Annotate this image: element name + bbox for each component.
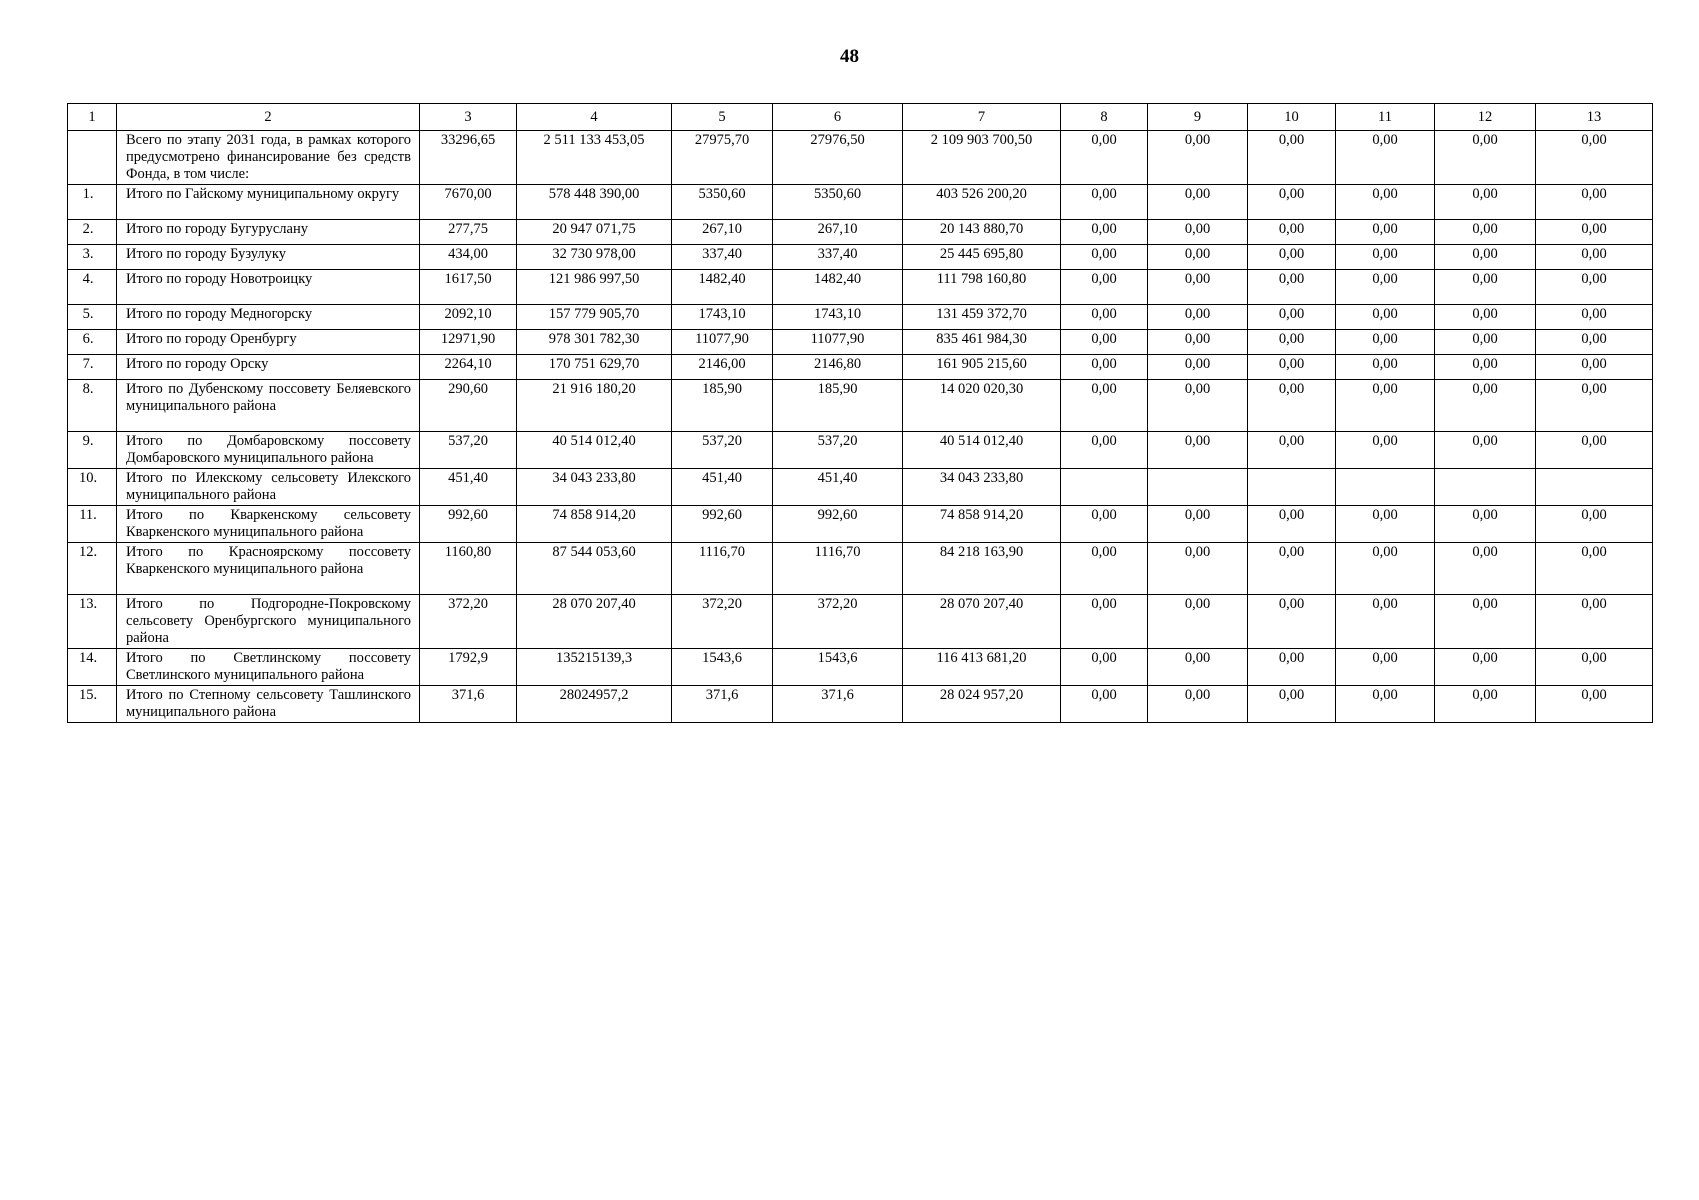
- column-number-13: 13: [1536, 104, 1653, 131]
- value-col-5: 1743,10: [672, 305, 773, 330]
- value-col-7: 14 020 020,30: [903, 380, 1061, 432]
- value-col-4: 121 986 997,50: [517, 270, 672, 305]
- value-col-7: 2 109 903 700,50: [903, 131, 1061, 185]
- value-col-5: 992,60: [672, 506, 773, 543]
- value-col-7: 403 526 200,20: [903, 185, 1061, 220]
- value-col-13: 0,00: [1536, 330, 1653, 355]
- value-col-11: 0,00: [1336, 220, 1435, 245]
- value-col-9: 0,00: [1148, 432, 1248, 469]
- value-col-4: 2 511 133 453,05: [517, 131, 672, 185]
- value-col-13: 0,00: [1536, 649, 1653, 686]
- value-col-4: 578 448 390,00: [517, 185, 672, 220]
- row-index: 3.: [68, 245, 117, 270]
- row-name: Итого по Илекскому сельсовету Илекского муниципального района: [117, 469, 420, 506]
- column-number-11: 11: [1336, 104, 1435, 131]
- row-name: Итого по Домбаровскому поссовету Домбаровского муниципального района: [117, 432, 420, 469]
- value-col-6: 1116,70: [773, 543, 903, 595]
- value-col-5: 337,40: [672, 245, 773, 270]
- value-col-13: 0,00: [1536, 185, 1653, 220]
- value-col-5: 371,6: [672, 686, 773, 723]
- value-col-11: 0,00: [1336, 506, 1435, 543]
- value-col-10: 0,00: [1248, 543, 1336, 595]
- value-col-10: 0,00: [1248, 380, 1336, 432]
- value-col-13: 0,00: [1536, 506, 1653, 543]
- value-col-12: 0,00: [1435, 432, 1536, 469]
- table-row: [68, 506, 1653, 543]
- value-col-12: 0,00: [1435, 270, 1536, 305]
- row-name: Итого по Красноярскому поссовету Кваркенского муниципального района: [117, 543, 420, 595]
- value-col-10: 0,00: [1248, 185, 1336, 220]
- value-col-7: 131 459 372,70: [903, 305, 1061, 330]
- column-number-8: 8: [1061, 104, 1148, 131]
- row-name: Итого по городу Медногорску: [117, 305, 420, 330]
- value-col-12: 0,00: [1435, 355, 1536, 380]
- value-col-8: 0,00: [1061, 270, 1148, 305]
- value-col-11: 0,00: [1336, 305, 1435, 330]
- value-col-3: 7670,00: [420, 185, 517, 220]
- value-col-8: 0,00: [1061, 543, 1148, 595]
- value-col-7: 28 070 207,40: [903, 595, 1061, 649]
- value-col-10: 0,00: [1248, 432, 1336, 469]
- value-col-9: 0,00: [1148, 305, 1248, 330]
- value-col-6: 537,20: [773, 432, 903, 469]
- value-col-10: 0,00: [1248, 649, 1336, 686]
- value-col-12: 0,00: [1435, 330, 1536, 355]
- value-col-6: 2146,80: [773, 355, 903, 380]
- value-col-3: 371,6: [420, 686, 517, 723]
- value-col-7: 116 413 681,20: [903, 649, 1061, 686]
- value-col-12: 0,00: [1435, 506, 1536, 543]
- value-col-9: 0,00: [1148, 355, 1248, 380]
- row-name: Итого по Светлинскому поссовету Светлинского муниципального района: [117, 649, 420, 686]
- value-col-6: 1543,6: [773, 649, 903, 686]
- value-col-8: 0,00: [1061, 185, 1148, 220]
- table-row: [68, 649, 1653, 686]
- value-col-11: 0,00: [1336, 649, 1435, 686]
- value-col-12: 0,00: [1435, 380, 1536, 432]
- table-row: [68, 380, 1653, 432]
- value-col-13: 0,00: [1536, 380, 1653, 432]
- column-number-2: 2: [117, 104, 420, 131]
- table-row: [68, 686, 1653, 723]
- value-col-5: 5350,60: [672, 185, 773, 220]
- value-col-5: 267,10: [672, 220, 773, 245]
- table-row: [68, 543, 1653, 595]
- table-row: [68, 330, 1653, 355]
- value-col-12: 0,00: [1435, 131, 1536, 185]
- value-col-11: 0,00: [1336, 355, 1435, 380]
- value-col-12: 0,00: [1435, 686, 1536, 723]
- value-col-4: 20 947 071,75: [517, 220, 672, 245]
- value-col-3: 2264,10: [420, 355, 517, 380]
- value-col-11: 0,00: [1336, 595, 1435, 649]
- value-col-13: 0,00: [1536, 595, 1653, 649]
- value-col-3: 451,40: [420, 469, 517, 506]
- value-col-7: 28 024 957,20: [903, 686, 1061, 723]
- value-col-7: 25 445 695,80: [903, 245, 1061, 270]
- value-col-5: 2146,00: [672, 355, 773, 380]
- column-number-7: 7: [903, 104, 1061, 131]
- value-col-7: 161 905 215,60: [903, 355, 1061, 380]
- value-col-8: 0,00: [1061, 245, 1148, 270]
- value-col-12: 0,00: [1435, 220, 1536, 245]
- value-col-7: 34 043 233,80: [903, 469, 1061, 506]
- value-col-13: 0,00: [1536, 305, 1653, 330]
- value-col-11: 0,00: [1336, 185, 1435, 220]
- value-col-10: 0,00: [1248, 245, 1336, 270]
- value-col-6: 27976,50: [773, 131, 903, 185]
- value-col-3: 12971,90: [420, 330, 517, 355]
- value-col-12: 0,00: [1435, 649, 1536, 686]
- value-col-9: 0,00: [1148, 506, 1248, 543]
- column-number-12: 12: [1435, 104, 1536, 131]
- value-col-9: 0,00: [1148, 245, 1248, 270]
- table-row: [68, 185, 1653, 220]
- row-index: 8.: [68, 380, 117, 432]
- value-col-8: 0,00: [1061, 432, 1148, 469]
- value-col-6: 451,40: [773, 469, 903, 506]
- value-col-3: 290,60: [420, 380, 517, 432]
- value-col-13: 0,00: [1536, 543, 1653, 595]
- value-col-8: 0,00: [1061, 131, 1148, 185]
- value-col-12: 0,00: [1435, 245, 1536, 270]
- value-col-10: 0,00: [1248, 330, 1336, 355]
- value-col-4: 32 730 978,00: [517, 245, 672, 270]
- value-col-5: 185,90: [672, 380, 773, 432]
- value-col-4: 74 858 914,20: [517, 506, 672, 543]
- value-col-8: 0,00: [1061, 686, 1148, 723]
- column-number-9: 9: [1148, 104, 1248, 131]
- row-index: 1.: [68, 185, 117, 220]
- value-col-7: 835 461 984,30: [903, 330, 1061, 355]
- value-col-8: 0,00: [1061, 380, 1148, 432]
- value-col-13: 0,00: [1536, 131, 1653, 185]
- value-col-3: 992,60: [420, 506, 517, 543]
- value-col-6: 5350,60: [773, 185, 903, 220]
- page-number: 48: [840, 46, 859, 67]
- value-col-13: 0,00: [1536, 220, 1653, 245]
- value-col-13: 0,00: [1536, 432, 1653, 469]
- value-col-12: [1435, 469, 1536, 506]
- value-col-8: [1061, 469, 1148, 506]
- value-col-6: 992,60: [773, 506, 903, 543]
- value-col-11: 0,00: [1336, 330, 1435, 355]
- value-col-7: 20 143 880,70: [903, 220, 1061, 245]
- value-col-8: 0,00: [1061, 355, 1148, 380]
- value-col-11: 0,00: [1336, 432, 1435, 469]
- table-row: [68, 131, 1653, 185]
- value-col-9: 0,00: [1148, 185, 1248, 220]
- row-index: 10.: [68, 469, 117, 506]
- value-col-13: 0,00: [1536, 270, 1653, 305]
- row-name: Итого по городу Бузулуку: [117, 245, 420, 270]
- table-row: [68, 595, 1653, 649]
- table-row: [68, 355, 1653, 380]
- value-col-6: 1482,40: [773, 270, 903, 305]
- value-col-9: 0,00: [1148, 330, 1248, 355]
- value-col-4: 157 779 905,70: [517, 305, 672, 330]
- value-col-7: 111 798 160,80: [903, 270, 1061, 305]
- row-index: 13.: [68, 595, 117, 649]
- row-index: 12.: [68, 543, 117, 595]
- value-col-6: 185,90: [773, 380, 903, 432]
- value-col-11: 0,00: [1336, 380, 1435, 432]
- value-col-9: [1148, 469, 1248, 506]
- value-col-10: 0,00: [1248, 595, 1336, 649]
- value-col-10: 0,00: [1248, 506, 1336, 543]
- value-col-3: 33296,65: [420, 131, 517, 185]
- column-number-1: 1: [68, 104, 117, 131]
- value-col-10: 0,00: [1248, 270, 1336, 305]
- value-col-9: 0,00: [1148, 131, 1248, 185]
- value-col-11: 0,00: [1336, 131, 1435, 185]
- value-col-7: 74 858 914,20: [903, 506, 1061, 543]
- value-col-8: 0,00: [1061, 649, 1148, 686]
- value-col-5: 372,20: [672, 595, 773, 649]
- value-col-11: [1336, 469, 1435, 506]
- data-table: [67, 103, 1653, 723]
- value-col-6: 267,10: [773, 220, 903, 245]
- value-col-3: 372,20: [420, 595, 517, 649]
- table-row: [68, 305, 1653, 330]
- value-col-8: 0,00: [1061, 506, 1148, 543]
- value-col-3: 277,75: [420, 220, 517, 245]
- value-col-8: 0,00: [1061, 220, 1148, 245]
- row-index: 14.: [68, 649, 117, 686]
- table-row: [68, 469, 1653, 506]
- row-name: Итого по Подгородне-Покровскому сельсовету Оренбургского муниципального района: [117, 595, 420, 649]
- value-col-13: 0,00: [1536, 245, 1653, 270]
- column-number-6: 6: [773, 104, 903, 131]
- value-col-10: 0,00: [1248, 686, 1336, 723]
- value-col-7: 40 514 012,40: [903, 432, 1061, 469]
- value-col-4: 978 301 782,30: [517, 330, 672, 355]
- column-number-row: [68, 104, 1653, 131]
- value-col-13: 0,00: [1536, 686, 1653, 723]
- value-col-3: 1792,9: [420, 649, 517, 686]
- value-col-12: 0,00: [1435, 595, 1536, 649]
- value-col-9: 0,00: [1148, 270, 1248, 305]
- value-col-6: 371,6: [773, 686, 903, 723]
- value-col-9: 0,00: [1148, 220, 1248, 245]
- value-col-13: 0,00: [1536, 355, 1653, 380]
- value-col-4: 40 514 012,40: [517, 432, 672, 469]
- table-row: [68, 220, 1653, 245]
- value-col-12: 0,00: [1435, 185, 1536, 220]
- value-col-8: 0,00: [1061, 595, 1148, 649]
- value-col-4: 135215139,3: [517, 649, 672, 686]
- value-col-11: 0,00: [1336, 245, 1435, 270]
- value-col-3: 1160,80: [420, 543, 517, 595]
- value-col-5: 1116,70: [672, 543, 773, 595]
- value-col-6: 11077,90: [773, 330, 903, 355]
- value-col-10: 0,00: [1248, 131, 1336, 185]
- row-name: Итого по городу Новотроицку: [117, 270, 420, 305]
- value-col-10: [1248, 469, 1336, 506]
- value-col-5: 1543,6: [672, 649, 773, 686]
- column-number-4: 4: [517, 104, 672, 131]
- value-col-3: 537,20: [420, 432, 517, 469]
- table-row: [68, 432, 1653, 469]
- value-col-4: 34 043 233,80: [517, 469, 672, 506]
- value-col-9: 0,00: [1148, 380, 1248, 432]
- value-col-12: 0,00: [1435, 543, 1536, 595]
- value-col-11: 0,00: [1336, 270, 1435, 305]
- value-col-9: 0,00: [1148, 649, 1248, 686]
- value-col-6: 372,20: [773, 595, 903, 649]
- value-col-4: 170 751 629,70: [517, 355, 672, 380]
- column-number-3: 3: [420, 104, 517, 131]
- table-row: [68, 245, 1653, 270]
- value-col-6: 1743,10: [773, 305, 903, 330]
- value-col-5: 537,20: [672, 432, 773, 469]
- row-index: 5.: [68, 305, 117, 330]
- value-col-5: 451,40: [672, 469, 773, 506]
- value-col-5: 11077,90: [672, 330, 773, 355]
- row-name: Итого по городу Орску: [117, 355, 420, 380]
- value-col-3: 1617,50: [420, 270, 517, 305]
- row-index: 4.: [68, 270, 117, 305]
- row-name: Итого по Степному сельсовету Ташлинского муниципального района: [117, 686, 420, 723]
- row-index: 6.: [68, 330, 117, 355]
- value-col-8: 0,00: [1061, 305, 1148, 330]
- value-col-11: 0,00: [1336, 543, 1435, 595]
- value-col-13: [1536, 469, 1653, 506]
- value-col-5: 27975,70: [672, 131, 773, 185]
- value-col-10: 0,00: [1248, 220, 1336, 245]
- value-col-8: 0,00: [1061, 330, 1148, 355]
- value-col-9: 0,00: [1148, 595, 1248, 649]
- row-name: Итого по Дубенскому поссовету Беляевского муниципального района: [117, 380, 420, 432]
- value-col-4: 28 070 207,40: [517, 595, 672, 649]
- row-name: Итого по Кваркенскому сельсовету Кваркенского муниципального района: [117, 506, 420, 543]
- row-index: 2.: [68, 220, 117, 245]
- row-name: Итого по городу Бугуруслану: [117, 220, 420, 245]
- value-col-10: 0,00: [1248, 355, 1336, 380]
- value-col-4: 87 544 053,60: [517, 543, 672, 595]
- value-col-3: 434,00: [420, 245, 517, 270]
- value-col-11: 0,00: [1336, 686, 1435, 723]
- value-col-10: 0,00: [1248, 305, 1336, 330]
- row-name: Итого по Гайскому муниципальному округу: [117, 185, 420, 220]
- value-col-6: 337,40: [773, 245, 903, 270]
- value-col-9: 0,00: [1148, 543, 1248, 595]
- row-name: Всего по этапу 2031 года, в рамках которого предусмотрено финансирование без средств Фонда, в том числе:: [117, 131, 420, 185]
- value-col-7: 84 218 163,90: [903, 543, 1061, 595]
- row-name: Итого по городу Оренбургу: [117, 330, 420, 355]
- value-col-4: 21 916 180,20: [517, 380, 672, 432]
- value-col-5: 1482,40: [672, 270, 773, 305]
- column-number-10: 10: [1248, 104, 1336, 131]
- row-index: 11.: [68, 506, 117, 543]
- row-index: 15.: [68, 686, 117, 723]
- row-index: 9.: [68, 432, 117, 469]
- value-col-3: 2092,10: [420, 305, 517, 330]
- table-row: [68, 270, 1653, 305]
- value-col-9: 0,00: [1148, 686, 1248, 723]
- value-col-4: 28024957,2: [517, 686, 672, 723]
- value-col-12: 0,00: [1435, 305, 1536, 330]
- row-index: [68, 131, 117, 185]
- column-number-5: 5: [672, 104, 773, 131]
- row-index: 7.: [68, 355, 117, 380]
